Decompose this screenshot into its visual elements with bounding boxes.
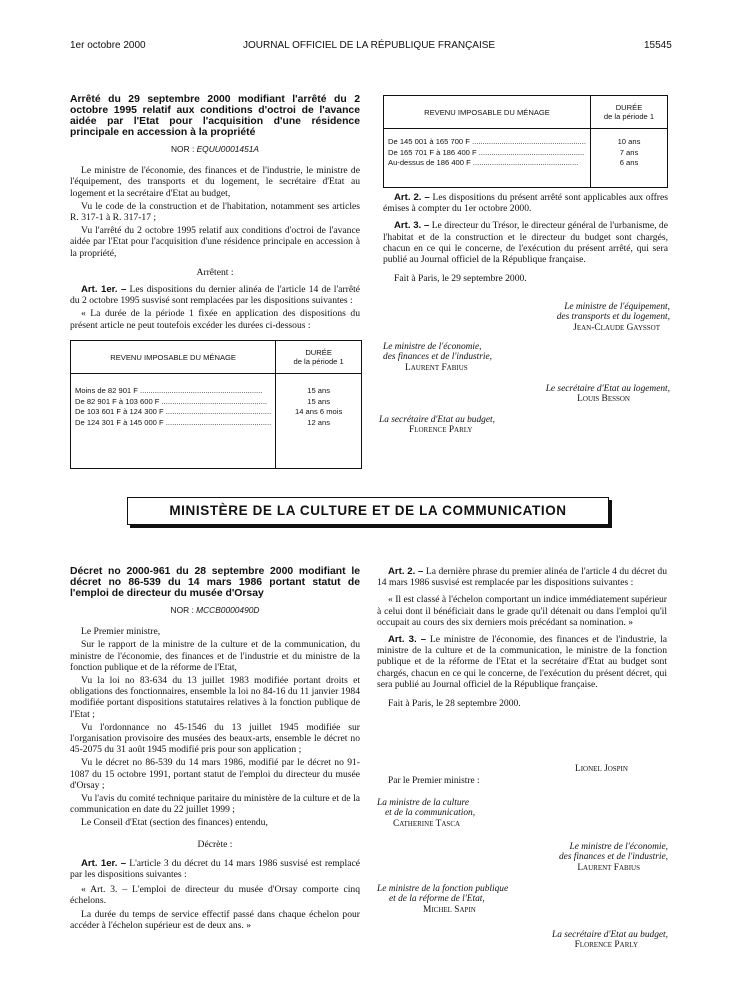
arrete-title: Arrêté du 29 septembre 2000 modifiant l'arrêté du 2 octobre 1995 relatif aux conditions d'octroi de l'avance aidée par l'Etat pour l'acquisition d'une résidence principale en accession à la propriété xyxy=(70,94,360,138)
table1-r1-income: De 82 901 F à 103 600 F xyxy=(75,396,160,406)
arrete-signature-economie xyxy=(383,342,543,373)
sig-name: Catherine Tasca xyxy=(393,818,461,829)
sig-title: et de la réforme de l'Etat, xyxy=(389,894,485,905)
sig-title: Le ministre de l'économie, xyxy=(383,342,482,352)
decret-pm-name: Lionel Jospin xyxy=(575,764,628,774)
header-journal-title: JOURNAL OFFICIEL DE LA RÉPUBLIQUE FRANÇAISE xyxy=(243,40,496,51)
sig-title: La secrétaire d'Etat au budget, xyxy=(552,930,668,940)
table1-r2-income: De 103 601 F à 124 300 F xyxy=(75,407,164,416)
duration-table-1 xyxy=(70,340,362,469)
table1-duration-cell xyxy=(276,374,362,469)
decret-para: Vu l'ordonnance no 45-1546 du 13 juillet 1945 modifiée sur l'organisation provisoire des musées des beaux-arts, ensemble le décret no 45-2075 du 31 août 1945 modifié pris pour son application ; xyxy=(70,721,360,756)
decret-signature-culture xyxy=(377,798,537,829)
table2-r2-duration: 6 ans xyxy=(619,158,639,167)
article-1-text: Les dispositions du dernier alinéa de l'article 14 de l'arrêté du 2 octobre 1995 susvisé sont remplacées par les dispositions suivantes : xyxy=(70,284,360,307)
arrete-para-ministers: Le ministre de l'économie, des finances et de l'industrie, le ministre de l'équipement, des transports et du logement, le secrétaire d'Etat au logement et la secrétaire d'Etat au budget, xyxy=(70,165,360,199)
arrete-article-1 xyxy=(70,284,360,306)
table1-r3-income: De 124 301 F à 145 000 F xyxy=(75,417,164,427)
sig-title: Le ministre de l'économie, xyxy=(569,842,668,852)
decret-para: Le Premier ministre, xyxy=(81,626,161,638)
article-3-label: Art. 3. – xyxy=(394,220,430,232)
arrete-nor xyxy=(70,144,360,155)
decret-article-3 xyxy=(377,634,667,690)
ministry-banner: MINISTÈRE DE LA CULTURE ET DE LA COMMUNICATION xyxy=(127,497,609,525)
table1-col-duration-l1: DURÉE xyxy=(305,348,332,357)
article-3-label: Art. 3. – xyxy=(388,634,427,646)
table2-r2-income: Au-dessus de 186 400 F xyxy=(388,158,471,167)
sig-title: La secrétaire d'Etat au budget, xyxy=(379,415,495,425)
decret-quote: « Il est classé à l'échelon comportant un indice immédiatement supérieur à celui dont il bénéficiait dans le grade qu'il détenait ou dans l'emploi qu'il occupait au cours des six derniers mois précédant sa nomination. » xyxy=(377,594,667,628)
arrete-para-vu: Vu l'arrêté du 2 octobre 1995 relatif aux conditions d'octroi de l'avance aidée par l'Etat pour l'acquisition d'une résidence principale en accession à la propriété, xyxy=(70,225,360,259)
arrete-signature-budget xyxy=(379,415,539,436)
arrete-quote: « La durée de la période 1 fixée en application des dispositions du présent article ne peut toutefois excéder les durées ci-dessous : xyxy=(70,308,360,331)
nor-code: EQUU0001451A xyxy=(196,144,259,154)
sig-name: Jean-Claude Gayssot xyxy=(573,322,660,333)
decret-nor xyxy=(70,605,360,616)
article-1-text: L'article 3 du décret du 14 mars 1986 susvisé est remplacé par les dispositions suivantes : xyxy=(70,857,360,881)
table-row: Moins de 82 901 F .......................................................... xyxy=(75,386,263,395)
table1-col-duration-l2: de la période 1 xyxy=(293,357,344,366)
decret-para: Vu l'avis du comité technique paritaire du ministère de la culture et de la communication en date du 22 juillet 1999 ; xyxy=(70,793,360,816)
table1-r1-duration: 15 ans xyxy=(307,396,331,406)
nor-label: NOR : xyxy=(171,144,195,154)
header-page-number: 15545 xyxy=(644,40,672,51)
sig-title: des transports et du logement, xyxy=(556,312,670,323)
table-row: De 82 901 F à 103 600 F .................................................. xyxy=(75,396,268,406)
nor-code: MCCB0000490D xyxy=(196,605,260,615)
table2-col-duration xyxy=(590,96,667,129)
sig-title: Le secrétaire d'Etat au logement, xyxy=(545,384,670,394)
arrete-fait: Fait à Paris, le 29 septembre 2000. xyxy=(394,273,527,285)
decret-decrete: Décrète : xyxy=(197,838,233,850)
arrete-article-2 xyxy=(383,192,668,214)
decret-para: Le Conseil d'Etat (section des finances) entendu, xyxy=(81,817,268,829)
table1-income-cell xyxy=(71,374,276,469)
article-2-text: Les dispositions du présent arrêté sont applicables aux offres émises à compter du 1er octobre 2000. xyxy=(383,192,668,215)
decret-para: Vu la loi no 83-634 du 13 juillet 1983 modifiée portant droits et obligations des fonctionnaires, ensemble la loi no 84-16 du 11 janvier 1984 modifiée portant dispositions statutaires relatives à la fonction publique de l'Etat ; xyxy=(70,675,360,720)
table2-r1-income: De 165 701 F à 186 400 F xyxy=(388,147,477,157)
table-row: De 145 001 à 165 700 F ...................................................... xyxy=(388,137,586,146)
table-row: De 103 601 F à 124 300 F .................................................. xyxy=(75,407,272,416)
sig-title: Le ministre de l'équipement, xyxy=(564,302,670,312)
table2-r1-duration: 7 ans xyxy=(619,147,639,157)
sig-name: Louis Besson xyxy=(577,394,630,405)
sig-name: Laurent Fabius xyxy=(405,362,468,373)
arrete-article-3 xyxy=(383,220,668,265)
sig-title: Le ministre de la fonction publique xyxy=(377,884,509,894)
decret-fait: Fait à Paris, le 28 septembre 2000. xyxy=(388,698,521,710)
table2-r0-duration: 10 ans xyxy=(617,137,641,146)
decret-article-2 xyxy=(377,566,667,588)
table1-r3-duration: 12 ans xyxy=(307,417,331,427)
sig-title: La ministre de la culture xyxy=(377,798,470,808)
table1-r2-duration: 14 ans 6 mois xyxy=(294,407,343,416)
article-3-text: Le ministre de l'économie, des finances et de l'industrie, la ministre de la culture et de la communication, le ministre de la fonction publique et de la réforme de l'Etat et la secrétaire d'Etat au budget sont chargés, chacun en ce qui le concerne, de l'exécution du présent décret, qui sera publié au Journal officiel de la République française. xyxy=(377,634,667,690)
sig-title: et de la communication, xyxy=(385,808,476,819)
article-2-label: Art. 2. – xyxy=(388,566,424,577)
nor-label: NOR : xyxy=(170,605,194,615)
sig-name: Florence Parly xyxy=(574,940,638,951)
table-row: De 124 301 F à 145 000 F .................................................. xyxy=(75,417,272,427)
decret-quote: La durée du temps de service effectif passé dans chaque échelon pour accéder à l'échelon supérieur est de deux ans. » xyxy=(70,908,360,931)
table1-col-income: REVENU IMPOSABLE DU MÉNAGE xyxy=(71,341,276,374)
table1-r0-duration: 15 ans xyxy=(307,386,331,395)
duration-table-2 xyxy=(383,95,668,188)
arrete-signature-logement xyxy=(510,384,670,405)
header-date: 1er octobre 2000 xyxy=(70,40,146,51)
sig-name: Florence Parly xyxy=(409,425,473,436)
table2-col-duration-l2: de la période 1 xyxy=(603,112,655,121)
decret-signature-economie xyxy=(510,842,668,873)
decret-title: Décret no 2000-961 du 28 septembre 2000 modifiant le décret no 86-539 du 14 mars 1986 portant statut de l'emploi de directeur du musée d'Orsay xyxy=(70,566,360,599)
arrete-right-column xyxy=(383,192,668,286)
article-2-text: La dernière phrase du premier alinéa de l'article 4 du décret du 14 mars 1986 susvisé est remplacée par les dispositions suivantes : xyxy=(377,566,667,589)
sig-title: des finances et de l'industrie, xyxy=(558,852,668,863)
decret-para: Sur le rapport de la ministre de la culture et de la communication, du ministre de l'économie, des finances et de l'industrie et du ministre de la fonction publique et de la réforme de l'Etat, xyxy=(70,639,360,673)
table2-col-duration-l1: DURÉE xyxy=(615,103,643,112)
article-3-text: Le directeur du Trésor, le directeur général de l'urbanisme, de l'habitat et de la construction et le directeur du budget sont chargés, chacun en ce qui le concerne, de l'exécution du présent arrêté, qui sera publié au Journal officiel de la République française. xyxy=(383,220,668,266)
table1-col-duration xyxy=(276,341,362,374)
sig-title: des finances et de l'industrie, xyxy=(383,352,493,363)
arrete-para-code: Vu le code de la construction et de l'habitation, notamment ses articles R. 317-1 à R. 317-17 ; xyxy=(70,200,360,224)
decret-signature-budget xyxy=(508,930,668,951)
table-row: De 165 701 F à 186 400 F .................................................. xyxy=(388,147,585,157)
table2-r0-income: De 145 001 à 165 700 F xyxy=(388,137,470,146)
sig-name: Laurent Fabius xyxy=(577,862,640,873)
table2-col-income: REVENU IMPOSABLE DU MÉNAGE xyxy=(384,96,591,129)
decret-quote: « Art. 3. – L'emploi de directeur du musée d'Orsay comporte cinq échelons. xyxy=(70,884,360,907)
decret-par-premier-ministre: Par le Premier ministre : xyxy=(388,776,480,786)
decret-right-column xyxy=(377,566,667,711)
decret-left-column xyxy=(70,566,360,933)
decret-para: Vu le décret no 86-539 du 14 mars 1986, modifié par le décret no 91-1087 du 15 octobre 1991, portant statut de l'emploi du directeur du musée d'Orsay ; xyxy=(70,757,360,791)
arrete-signature-equipement xyxy=(520,302,670,333)
table-row: Au-dessus de 186 400 F .................................................. xyxy=(388,158,579,167)
sig-name: Michel Sapin xyxy=(423,904,476,915)
arrete-arretent: Arrêtent : xyxy=(196,266,234,278)
decret-signature-fonction-publique xyxy=(377,884,557,915)
article-1-label: Art. 1er. – xyxy=(81,857,127,869)
article-1-label: Art. 1er. – xyxy=(81,284,127,296)
table2-income-cell xyxy=(384,129,591,188)
arrete-left-column xyxy=(70,94,360,333)
decret-article-1 xyxy=(70,858,360,880)
table2-duration-cell xyxy=(590,129,667,188)
article-2-label: Art. 2. – xyxy=(394,192,430,203)
table1-r0-income: Moins de 82 901 F xyxy=(75,386,138,395)
